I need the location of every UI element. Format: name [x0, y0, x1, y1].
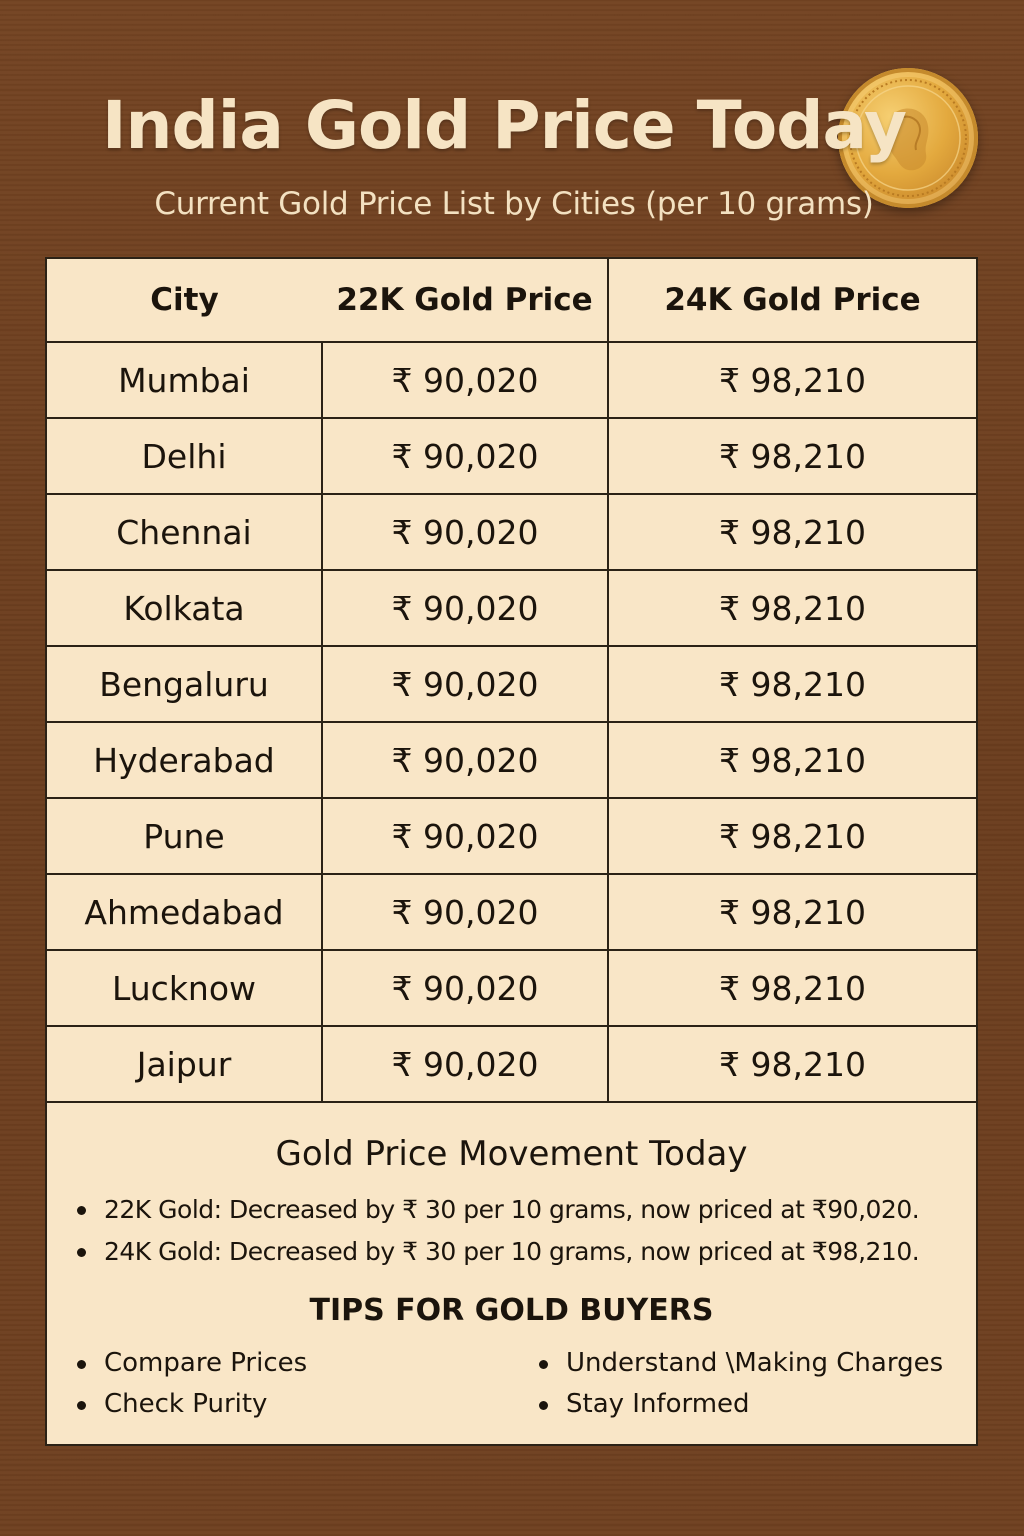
page-subtitle: Current Gold Price List by Cities (per 10 grams): [154, 186, 874, 222]
list-item: 24K Gold: Decreased by ₹ 30 per 10 grams, now priced at ₹98,210.: [47, 1231, 976, 1273]
tips-list-right: [509, 1343, 943, 1425]
tips-heading: TIPS FOR GOLD BUYERS: [309, 1293, 714, 1328]
city-cell: Jaipur: [47, 1026, 322, 1102]
table-row: [47, 950, 976, 1026]
price-24k-cell: ₹ 98,210: [608, 950, 976, 1026]
table-row: [47, 646, 976, 722]
price-22k-cell: ₹ 90,020: [322, 950, 608, 1026]
price-movement-section: [47, 1129, 976, 1273]
price-24k-cell: ₹ 98,210: [608, 798, 976, 874]
city-cell: Mumbai: [47, 342, 322, 418]
price-24k-cell: ₹ 98,210: [608, 1026, 976, 1102]
price-24k-cell: ₹ 98,210: [608, 570, 976, 646]
column-header-22k: 22K Gold Price: [322, 259, 608, 342]
price-22k-cell: ₹ 90,020: [322, 722, 608, 798]
price-22k-cell: ₹ 90,020: [322, 342, 608, 418]
price-22k-cell: ₹ 90,020: [322, 798, 608, 874]
price-24k-cell: ₹ 98,210: [608, 722, 976, 798]
table-header-row: [47, 259, 976, 342]
tip-item: Understand \Making Charges: [509, 1343, 943, 1384]
tip-item: Stay Informed: [509, 1384, 943, 1425]
tips-list-left: [47, 1343, 307, 1425]
city-cell: Chennai: [47, 494, 322, 570]
price-24k-cell: ₹ 98,210: [608, 342, 976, 418]
table-row: [47, 722, 976, 798]
table-row: [47, 798, 976, 874]
column-header-city: City: [47, 259, 322, 342]
city-cell: Pune: [47, 798, 322, 874]
table-row: [47, 342, 976, 418]
tips-section: [47, 1287, 976, 1433]
table-row: [47, 1026, 976, 1102]
city-cell: Ahmedabad: [47, 874, 322, 950]
price-movement-heading: Gold Price Movement Today: [275, 1134, 748, 1174]
price-24k-cell: ₹ 98,210: [608, 874, 976, 950]
city-cell: Delhi: [47, 418, 322, 494]
city-cell: Bengaluru: [47, 646, 322, 722]
city-cell: Lucknow: [47, 950, 322, 1026]
price-24k-cell: ₹ 98,210: [608, 646, 976, 722]
tip-item: Compare Prices: [47, 1343, 307, 1384]
table-row: [47, 570, 976, 646]
tip-item: Check Purity: [47, 1384, 307, 1425]
city-cell: Hyderabad: [47, 722, 322, 798]
price-22k-cell: ₹ 90,020: [322, 1026, 608, 1102]
price-24k-cell: ₹ 98,210: [608, 494, 976, 570]
table-row: [47, 874, 976, 950]
price-panel: [45, 257, 978, 1446]
price-22k-cell: ₹ 90,020: [322, 874, 608, 950]
price-22k-cell: ₹ 90,020: [322, 418, 608, 494]
price-22k-cell: ₹ 90,020: [322, 494, 608, 570]
table-row: [47, 494, 976, 570]
page-title: India Gold Price Today: [101, 87, 907, 164]
price-24k-cell: ₹ 98,210: [608, 418, 976, 494]
tips-grid: [47, 1343, 976, 1433]
price-22k-cell: ₹ 90,020: [322, 570, 608, 646]
column-header-24k: 24K Gold Price: [608, 259, 976, 342]
price-22k-cell: ₹ 90,020: [322, 646, 608, 722]
city-cell: Kolkata: [47, 570, 322, 646]
table-row: [47, 418, 976, 494]
price-movement-list: [47, 1189, 976, 1273]
price-table: [47, 259, 976, 1103]
list-item: 22K Gold: Decreased by ₹ 30 per 10 grams, now priced at ₹90,020.: [47, 1189, 976, 1231]
